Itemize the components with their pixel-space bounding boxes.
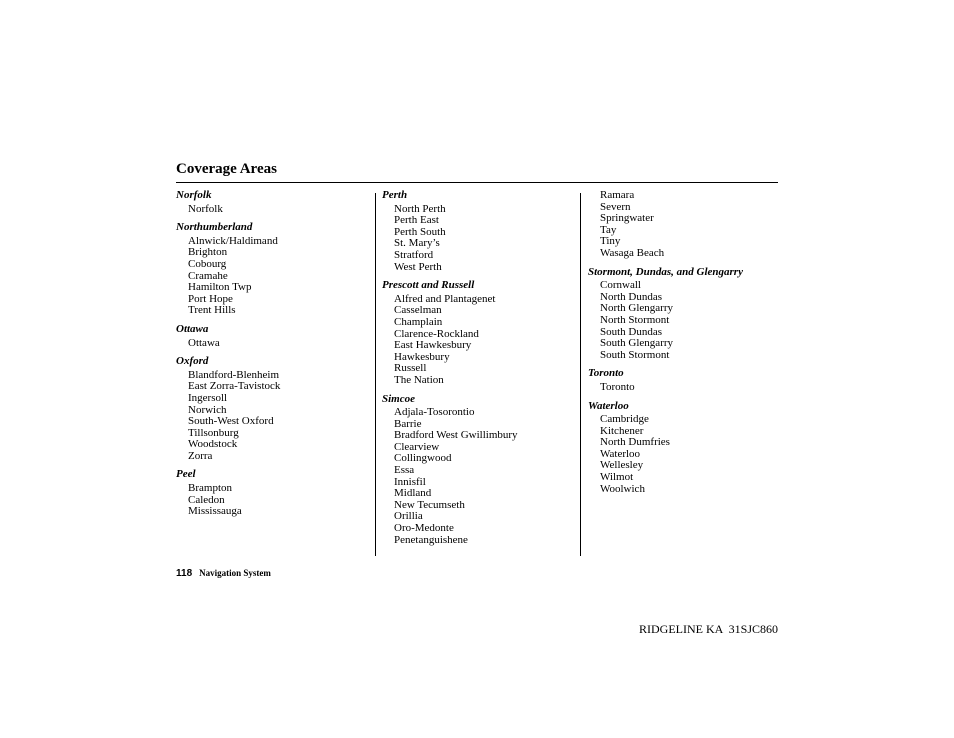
region-heading: Oxford bbox=[176, 355, 209, 368]
place-item: Essa bbox=[394, 464, 415, 477]
place-list bbox=[176, 236, 372, 317]
place-item: Brampton bbox=[188, 482, 232, 495]
title-rule bbox=[176, 182, 778, 183]
region-heading: Norfolk bbox=[176, 189, 212, 201]
place-item: Tillsonburg bbox=[188, 426, 239, 439]
place-item: East Hawkesbury bbox=[394, 339, 472, 352]
place-item: Cornwall bbox=[600, 279, 641, 292]
place-item: Collingwood bbox=[394, 452, 452, 465]
region-group bbox=[588, 368, 778, 393]
place-item: St. Mary’s bbox=[394, 237, 440, 250]
region-heading: Toronto bbox=[588, 367, 624, 380]
place-item: Hamilton Twp bbox=[188, 281, 252, 294]
place-item: Mississauga bbox=[188, 505, 242, 518]
place-item: Port Hope bbox=[188, 292, 233, 305]
place-list bbox=[588, 190, 778, 260]
region-heading: Perth bbox=[382, 189, 408, 201]
place-item: South Stormont bbox=[600, 348, 670, 361]
place-item: North Perth bbox=[394, 202, 446, 215]
region-group bbox=[382, 280, 578, 386]
place-item: Norwich bbox=[188, 403, 227, 416]
region-heading: Peel bbox=[176, 468, 196, 481]
region-heading: Prescott and Russell bbox=[382, 279, 475, 292]
place-list bbox=[382, 204, 578, 274]
place-item: Midland bbox=[394, 487, 432, 500]
place-item: Cramahe bbox=[188, 269, 228, 282]
place-item: North Dundas bbox=[600, 290, 663, 303]
region-group bbox=[588, 267, 778, 362]
document-code: RIDGELINE KA 31SJC860 bbox=[638, 622, 778, 636]
column-divider bbox=[375, 193, 376, 556]
place-item: Penetanguishene bbox=[394, 533, 468, 546]
region-group bbox=[382, 190, 578, 273]
place-item: Norfolk bbox=[188, 202, 223, 215]
column-divider bbox=[580, 193, 581, 556]
place-list bbox=[588, 280, 778, 361]
region-group bbox=[588, 401, 778, 496]
place-item: Zorra bbox=[188, 449, 213, 462]
place-item: The Nation bbox=[394, 373, 444, 386]
place-item: South Glengarry bbox=[600, 337, 674, 350]
page-number: 118 bbox=[176, 568, 193, 579]
place-item: Champlain bbox=[394, 315, 443, 328]
place-item: Perth South bbox=[394, 225, 446, 238]
coverage-column-2 bbox=[382, 190, 578, 553]
place-item: Brighton bbox=[188, 246, 228, 259]
place-item: North Dumfries bbox=[600, 436, 670, 449]
place-item: Ramara bbox=[600, 189, 635, 201]
place-item: Adjala-Tosorontio bbox=[394, 406, 475, 419]
coverage-column-3 bbox=[588, 190, 778, 502]
place-item: Woodstock bbox=[188, 438, 238, 451]
place-item: Ingersoll bbox=[188, 391, 228, 404]
place-item: New Tecumseth bbox=[394, 498, 465, 511]
place-item: Orillia bbox=[394, 510, 423, 523]
place-list bbox=[176, 204, 372, 216]
place-list bbox=[588, 382, 778, 394]
place-item: South-West Oxford bbox=[188, 415, 274, 428]
place-item: West Perth bbox=[394, 260, 442, 273]
place-item: Alnwick/Haldimand bbox=[188, 234, 278, 247]
place-item: Russell bbox=[394, 362, 427, 375]
place-item: East Zorra-Tavistock bbox=[188, 380, 281, 393]
coverage-column-1 bbox=[176, 190, 372, 525]
region-heading: Stormont, Dundas, and Glengarry bbox=[588, 265, 743, 278]
place-item: Stratford bbox=[394, 248, 434, 261]
place-item: Perth East bbox=[394, 214, 439, 227]
region-heading: Waterloo bbox=[588, 399, 629, 412]
place-item: Severn bbox=[600, 200, 631, 213]
region-group bbox=[588, 190, 778, 260]
place-item: Innisfil bbox=[394, 475, 426, 488]
place-item: Barrie bbox=[394, 417, 422, 430]
place-list bbox=[176, 370, 372, 463]
place-item: Clearview bbox=[394, 440, 440, 453]
place-item: Clarence-Rockland bbox=[394, 327, 479, 340]
footer-section-title: Navigation System bbox=[199, 568, 271, 578]
place-item: Ottawa bbox=[188, 336, 220, 349]
region-group bbox=[176, 324, 372, 349]
place-item: Caledon bbox=[188, 493, 225, 506]
place-item: North Glengarry bbox=[600, 302, 674, 315]
place-item: North Stormont bbox=[600, 313, 670, 326]
region-heading: Northumberland bbox=[176, 221, 253, 234]
place-item: Wellesley bbox=[600, 459, 644, 472]
place-list bbox=[176, 338, 372, 350]
region-heading: Simcoe bbox=[382, 392, 415, 405]
place-item: South Dundas bbox=[600, 325, 663, 338]
place-item: Cobourg bbox=[188, 257, 227, 270]
region-group bbox=[382, 394, 578, 547]
place-item: Blandford-Blenheim bbox=[188, 368, 280, 381]
place-list bbox=[382, 294, 578, 387]
place-item: Wasaga Beach bbox=[600, 246, 665, 259]
place-item: Waterloo bbox=[600, 447, 641, 460]
place-item: Oro-Medonte bbox=[394, 522, 454, 535]
place-item: Tay bbox=[600, 223, 617, 236]
region-group bbox=[176, 356, 372, 462]
place-item: Tiny bbox=[600, 235, 621, 248]
place-item: Bradford West Gwillimbury bbox=[394, 429, 518, 442]
place-item: Alfred and Plantagenet bbox=[394, 292, 496, 305]
place-list bbox=[588, 414, 778, 495]
place-item: Hawkesbury bbox=[394, 350, 450, 363]
region-heading: Ottawa bbox=[176, 322, 209, 335]
region-group bbox=[176, 469, 372, 517]
place-item: Wilmot bbox=[600, 471, 634, 484]
place-item: Trent Hills bbox=[188, 304, 236, 317]
place-item: Springwater bbox=[600, 212, 654, 225]
page-footer bbox=[176, 566, 271, 580]
page-title: Coverage Areas bbox=[176, 161, 277, 177]
place-item: Cambridge bbox=[600, 413, 649, 426]
place-list bbox=[382, 407, 578, 546]
place-list bbox=[176, 483, 372, 518]
place-item: Kitchener bbox=[600, 424, 644, 437]
region-group bbox=[176, 222, 372, 317]
place-item: Casselman bbox=[394, 304, 442, 317]
place-item: Toronto bbox=[600, 380, 635, 393]
region-group bbox=[176, 190, 372, 215]
place-item: Woolwich bbox=[600, 482, 645, 495]
